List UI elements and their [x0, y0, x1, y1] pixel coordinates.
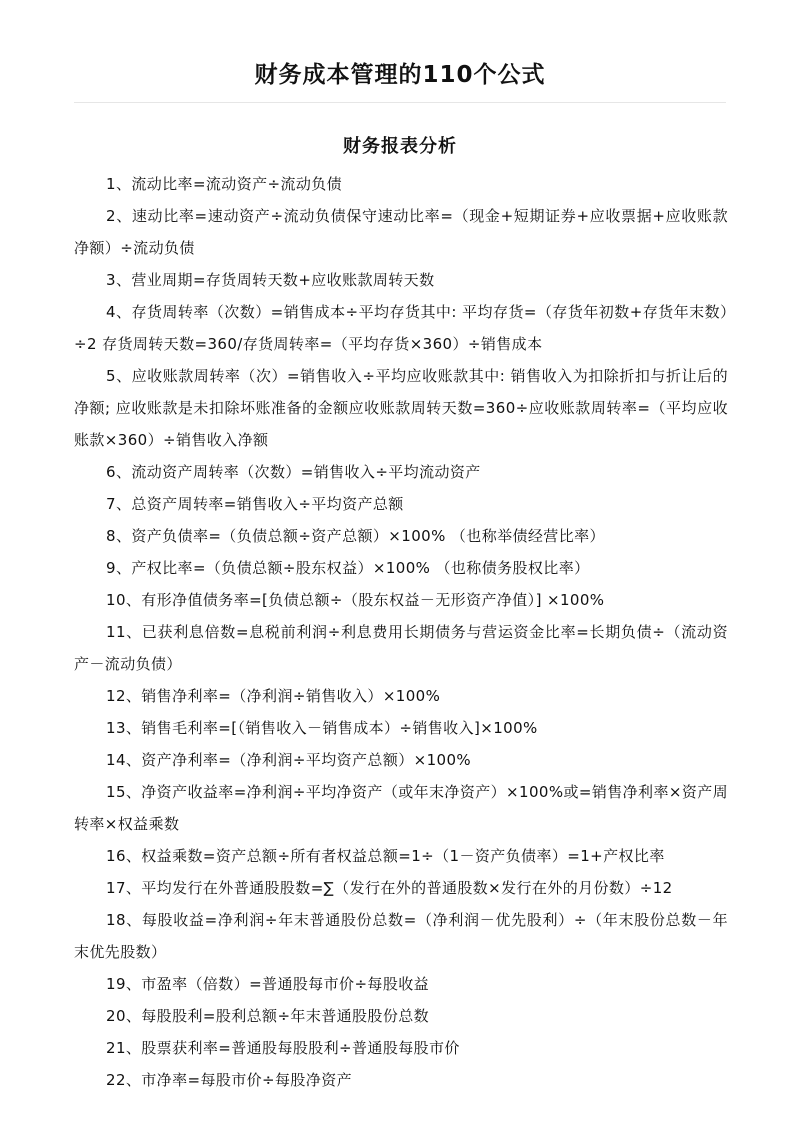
formula-paragraph: 1、流动比率=流动资产÷流动负债: [106, 175, 343, 193]
formula-paragraph: 10、有形净值债务率=[负债总额÷（股东权益－无形资产净值）] ×100%: [106, 591, 605, 609]
formula-paragraph: 18、每股收益=净利润÷年末普通股份总数=（净利润－优先股利）÷（年末股份总数－年末优先股数）: [74, 911, 728, 961]
section-heading: 财务报表分析: [343, 136, 457, 157]
formula-paragraph: 20、每股股利=股利总额÷年末普通股股份总数: [106, 1007, 430, 1025]
formula-paragraph: 21、股票获利率=普通股每股股利÷普通股每股市价: [106, 1039, 460, 1057]
formula-paragraph: 4、存货周转率（次数）=销售成本÷平均存货其中: 平均存货=（存货年初数+存货年末数）÷2 存货周转天数=360/存货周转率=（平均存货×360）÷销售成本: [74, 303, 728, 353]
formula-paragraph: 7、总资产周转率=销售收入÷平均资产总额: [106, 495, 404, 513]
formula-paragraph: 11、已获利息倍数=息税前利润÷利息费用长期债务与营运资金比率=长期负债÷（流动资产－流动负债）: [74, 623, 728, 673]
formula-paragraph: 3、营业周期=存货周转天数+应收账款周转天数: [106, 271, 435, 289]
formula-paragraph: 5、应收账款周转率（次）=销售收入÷平均应收账款其中: 销售收入为扣除折扣与折让后的净额; 应收账款是未扣除坏账准备的金额应收账款周转天数=360÷应收账款周转率=（平均应收账款×360）÷销售收入净额: [74, 367, 728, 449]
title-divider: [74, 102, 726, 103]
formula-paragraph: 15、净资产收益率=净利润÷平均净资产（或年末净资产）×100%或=销售净利率×资产周转率×权益乘数: [74, 783, 729, 833]
formula-paragraph: 8、资产负债率=（负债总额÷资产总额）×100% （也称举债经营比率）: [106, 527, 605, 545]
formula-paragraph: 22、市净率=每股市价÷每股净资产: [106, 1071, 353, 1089]
formula-paragraph: 19、市盈率（倍数）=普通股每市价÷每股收益: [106, 975, 430, 993]
document-title: 财务成本管理的110个公式: [254, 62, 546, 88]
formula-paragraph: 2、速动比率=速动资产÷流动负债保守速动比率=（现金+短期证券+应收票据+应收账款净额）÷流动负债: [74, 207, 728, 257]
formula-paragraph: 13、销售毛利率=[（销售收入－销售成本）÷销售收入]×100%: [106, 719, 538, 737]
formula-paragraph: 12、销售净利率=（净利润÷销售收入）×100%: [106, 687, 441, 705]
formula-paragraph: 6、流动资产周转率（次数）=销售收入÷平均流动资产: [106, 463, 481, 481]
formula-paragraph: 16、权益乘数=资产总额÷所有者权益总额=1÷（1－资产负债率）=1+产权比率: [106, 847, 665, 865]
formula-paragraph: 14、资产净利率=（净利润÷平均资产总额）×100%: [106, 751, 472, 769]
formula-paragraph: 17、平均发行在外普通股股数=∑（发行在外的普通股数×发行在外的月份数）÷12: [106, 879, 673, 897]
formula-paragraph: 9、产权比率=（负债总额÷股东权益）×100% （也称债务股权比率）: [106, 559, 590, 577]
formula-list: [74, 168, 728, 1096]
